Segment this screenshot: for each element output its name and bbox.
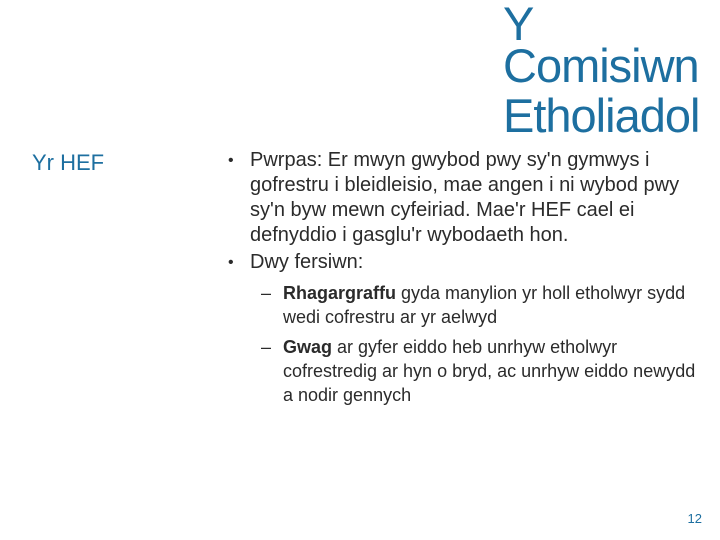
logo-line-3: Etholiadol — [503, 89, 700, 142]
sub-bullet-term: Rhagargraffu — [283, 283, 397, 303]
sub-bullet-blank — [228, 335, 698, 407]
page-number: 12 — [687, 511, 702, 526]
logo-line-2: Comisiwn — [503, 39, 699, 92]
sub-bullet-term: Gwag — [283, 337, 333, 357]
bullet-dot-icon: • — [228, 254, 234, 271]
sub-bullet-prefilled — [228, 281, 698, 329]
slide-title: Yr HEF — [32, 150, 105, 175]
dash-icon: – — [261, 337, 272, 357]
sub-bullet-text: ar gyfer eiddo heb unrhyw etholwyr cofrestredig ar hyn o bryd, ac unrhyw eiddo newydd a nodir gennych — [283, 337, 696, 405]
bullet-versions — [228, 250, 698, 275]
dash-icon: – — [261, 283, 272, 303]
logo-line-1: Y — [503, 0, 534, 50]
slide-content — [228, 148, 698, 407]
commission-logo — [503, 0, 720, 142]
bullet-text: Pwrpas: Er mwyn gwybod pwy sy'n gymwys i gofrestru i bleidleisio, mae angen i ni wybod pwy sy'n byw mewn cyfeiriad. Mae'r HEF cael ei defnyddio i gasglu'r wybodaeth hon. — [250, 149, 680, 246]
bullet-text: Dwy fersiwn: — [250, 251, 364, 273]
sub-bullet-text: gyda manylion yr holl etholwyr sydd wedi cofrestru ar yr aelwyd — [283, 283, 686, 327]
bullet-dot-icon: • — [228, 152, 234, 169]
bullet-purpose — [228, 148, 698, 248]
